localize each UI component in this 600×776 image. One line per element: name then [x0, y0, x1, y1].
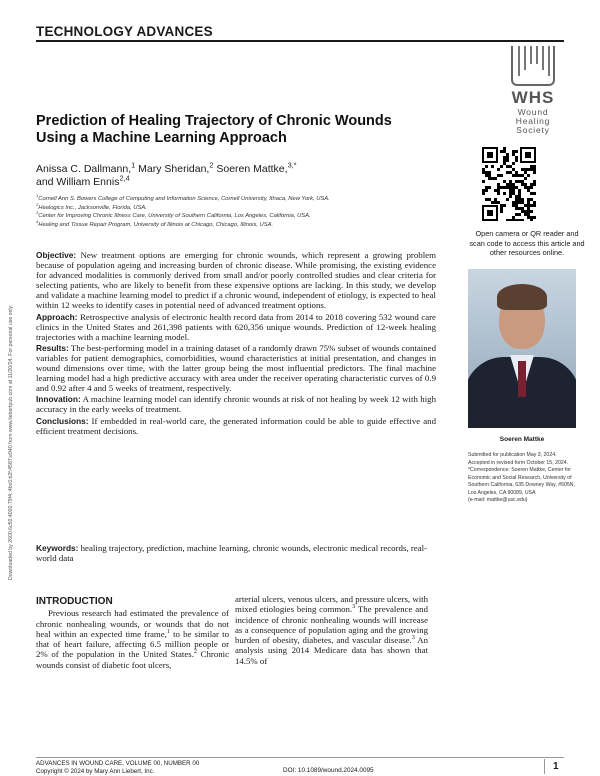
logo-abbr: WHS	[511, 88, 555, 107]
abstract-approach: Approach: Retrospective analysis of electronic health record data from 2014 to 2018 covering 532 wound care clinics in the United States and 261,398 patients with 620,356 unique wounds. Prediction of 12-week healing trajectories with a machine learning model.	[36, 311, 436, 342]
submitted-date: Submitted for publication May 3, 2024.	[468, 452, 557, 458]
logo-line-3: Society	[516, 125, 550, 135]
abstract	[36, 250, 436, 437]
affiliation: $^1$Cornell Ann S. Bowers College of Computing and Information Science, Cornell University, Ithaca, New York, USA.	[36, 193, 330, 202]
photo-caption: Soeren Mattke	[499, 436, 545, 443]
intro-heading: INTRODUCTION	[36, 596, 113, 607]
header-rule	[36, 40, 564, 42]
author: Soeren Mattke,	[216, 163, 288, 175]
whs-logo	[504, 46, 562, 135]
logo-mark-icon	[511, 46, 555, 86]
affiliation: $^3$Center for Improving Chronic Illness Care, University of Southern California, Los Angeles, California, USA.	[36, 210, 311, 220]
keywords	[36, 543, 436, 563]
correspondence: *Correspondence: Soeren Mattke, Center for Economic and Social Research, University of Southern California, 635 Downey Way, #505N, Los Angeles, CA 90089, USA	[468, 467, 575, 496]
qr-instructions: Open camera or QR reader and scan code to access this article and other resources online.	[469, 229, 585, 257]
journal-info	[36, 760, 199, 775]
copyright: Copyright © 2024 by Mary Ann Liebert, Inc.	[36, 767, 155, 775]
doi[interactable]: DOI: 10.1089/wound.2024.0095	[283, 767, 374, 774]
qr-code-icon[interactable]	[482, 147, 536, 221]
author-sup: 2,4	[119, 173, 130, 183]
article-title: Prediction of Healing Trajectory of Chronic Wounds Using a Machine Learning Approach	[36, 113, 392, 146]
page-number: 1	[553, 761, 559, 772]
submission-info	[468, 452, 580, 505]
download-note-text: Downloaded by 2600:6c50:4000:79f4::4bc0:b2f:4587:e940 from www.liebertpub.com at 11/20/24. For personal use only.	[8, 304, 14, 580]
intro-column-1	[36, 597, 229, 670]
logo-line-2: Healing	[515, 116, 551, 126]
abstract-conclusions: Conclusions: If embedded in real-world care, the generated information could be able to guide effective and efficient treatment decisions.	[36, 415, 436, 436]
journal-line: ADVANCES IN WOUND CARE, VOLUME 00, NUMBER 00	[36, 760, 200, 767]
abstract-results: Results: The best-performing model in a training dataset of a randomly drawn 75% subset of wounds contained variables for patient demographics, comorbidities, wound characteristics at initial presentation, and changes in wound dimensions over time, with the latter group being the most influential predictors. The final machine learning model had a high predictive accuracy with area under the receiver operating characteristic curves of 0.9 and 0.92 after 4 and 5 weeks of treatment, respectively.	[36, 342, 436, 394]
author-sup: 1	[131, 160, 136, 170]
author: Anissa C. Dallmann,	[36, 163, 132, 175]
intro-column-2	[235, 594, 428, 666]
keywords-text: healing trajectory, prediction, machine learning, chronic wounds, electronic medical records, real-world data	[36, 543, 428, 564]
footer-rule	[36, 757, 564, 758]
author-sup: 3,*	[287, 160, 297, 170]
abstract-objective: Objective: New treatment options are emerging for chronic wounds, which represent a growing problem because of population ageing and increasing burden of chronic disease. While promising, the existing evidence for advanced modalities is commonly derived from small and/or poorly controlled studies and clear criteria for selecting patients, who are likely to benefit from these expensive options are lacking. In this study, we develop and validate a machine learning model to predict if a chronic wound, independent of etiology, is expected to heal within 12 weeks to identify cases in potential need of advanced treatment options.	[36, 250, 436, 311]
author-list	[36, 160, 456, 189]
intro-paragraph-cont: arterial ulcers, venous ulcers, and pressure ulcers, with mixed etiologies being common.$^3$ The prevalence and incidence of chronic nonhealing wounds will increase as a consequence of population aging and the growing burden of obesity, diabetes, and vascular disease.$^3$ An analysis using 2014 Medicare data has shown that 14.5% of	[235, 594, 428, 666]
abstract-innovation: Innovation: A machine learning model can identify chronic wounds at risk of not healing by week 12 with high accuracy in the early weeks of treatment.	[36, 394, 436, 415]
page-divider	[544, 759, 545, 774]
author: and William Ennis	[36, 176, 120, 188]
affiliation: $^4$Healing and Tissue Repair Program, University of Illinois at Chicago, Chicago, Illinois, USA.	[36, 219, 274, 229]
affiliations	[36, 195, 436, 230]
accepted-date: Accepted in revised form October 15, 2024.	[468, 459, 569, 466]
email: (e-mail: mattke@usc.edu)	[468, 497, 528, 503]
intro-paragraph: Previous research had estimated the prevalence of chronic nonhealing wounds, or wounds that do not heal within an expected time frame,$^1$ to be similar to that of heart failure, affecting 6.5 million people or 2% of the population in the United States.$^2$ Chronic wounds consist of diabetic foot ulcers,	[36, 608, 229, 670]
logo-line-1: Wound	[517, 107, 549, 117]
download-note	[8, 200, 16, 580]
author-photo	[468, 269, 576, 428]
section-header: TECHNOLOGY ADVANCES	[36, 24, 213, 39]
author-sup: 2	[209, 160, 214, 170]
author: Mary Sheridan,	[138, 163, 210, 175]
affiliation: $^2$Healogics Inc., Jacksonville, Florida, USA.	[36, 201, 147, 211]
keywords-label: Keywords:	[36, 543, 79, 553]
